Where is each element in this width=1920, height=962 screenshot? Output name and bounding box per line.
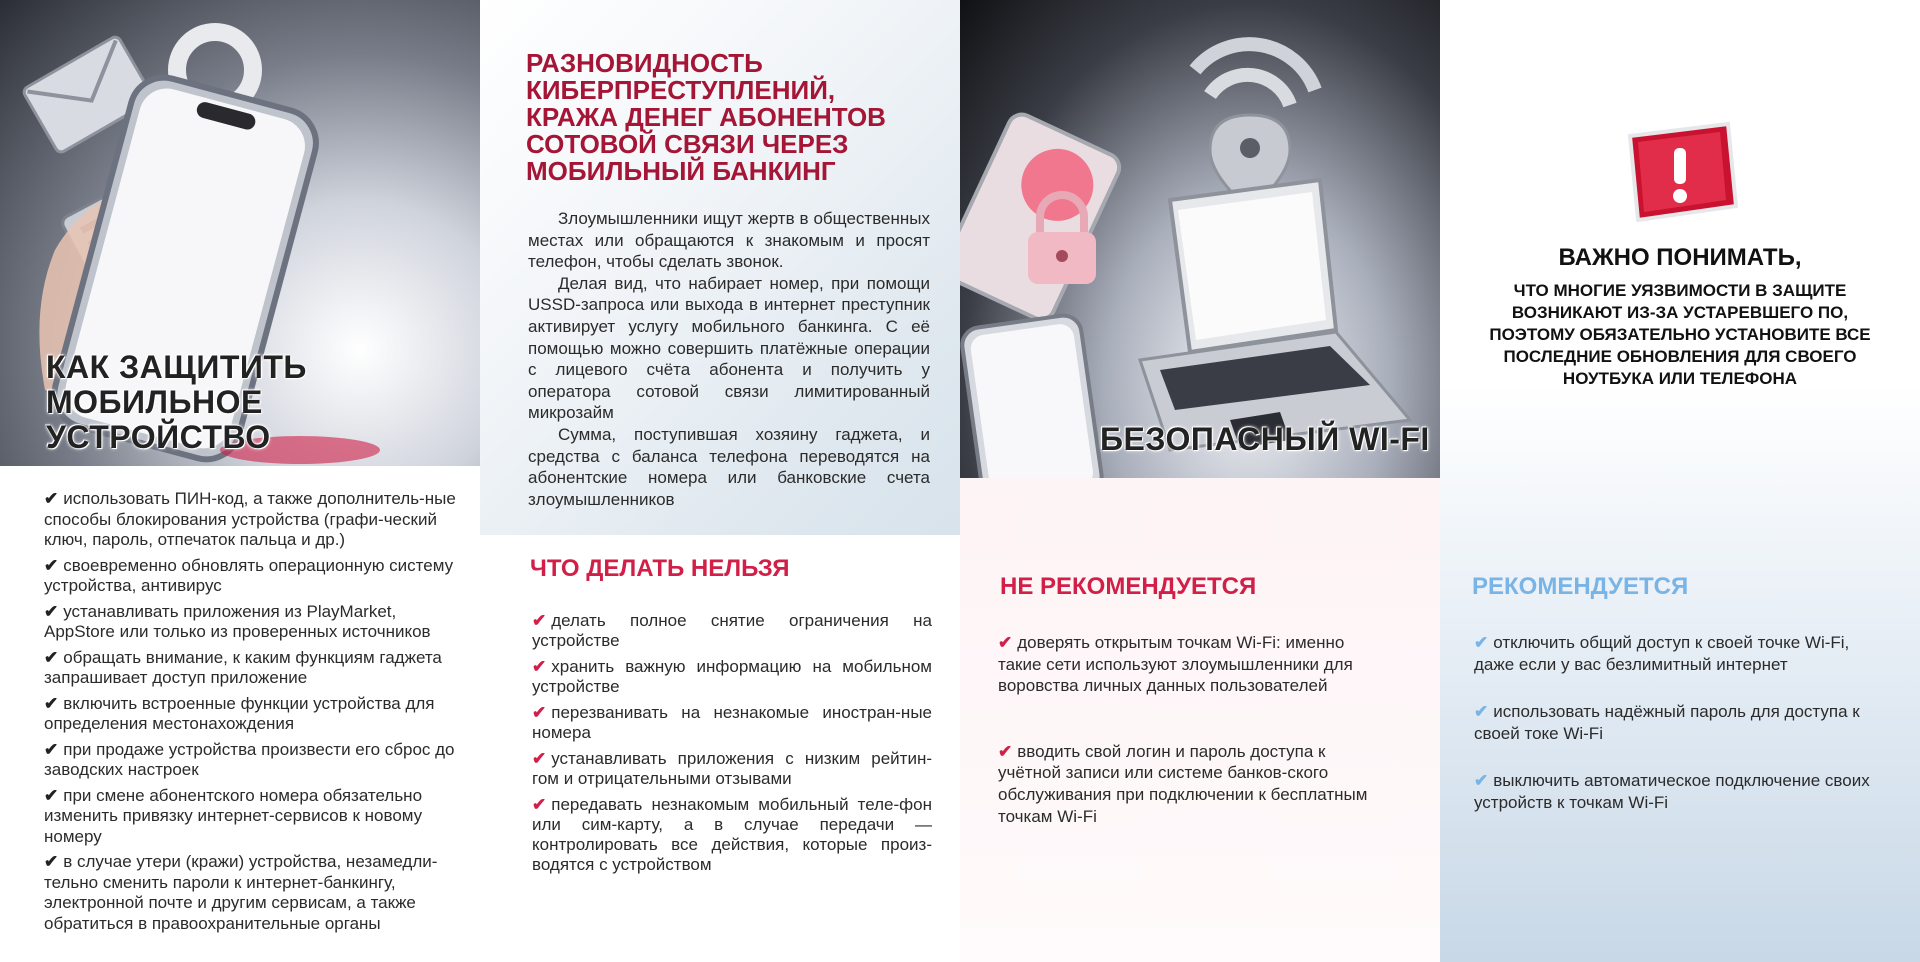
smartphone-photo [0, 0, 480, 466]
check-icon: ✔ [532, 749, 547, 768]
list-item: ✔ обращать внимание, к каким функциям гаджета запрашивает доступ приложение [44, 647, 442, 687]
check-icon: ✔ [1474, 633, 1489, 652]
list-item: ✔ включить встроенные функции устройства для определения местонахождения [44, 693, 435, 733]
paragraph: Делая вид, что набирает номер, при помощи USSD-запроса или выхода в интернет преступник активирует услугу мобильного банкинга. С её помощью можно совершить платёжные операции с лицевого счёта абонента и получить у оператора сотовой связи лимитированный микрозайм [528, 273, 930, 423]
panel-protect-device [0, 0, 480, 962]
check-icon: ✔ [44, 785, 59, 805]
important-text: ЧТО МНОГИЕ УЯЗВИМОСТИ В ЗАЩИТЕ ВОЗНИКАЮТ ИЗ-ЗА УСТАРЕВШЕГО ПО, ПОЭТОМУ ОБЯЗАТЕЛЬНО УСТАНОВИТЕ ВСЕ ПОСЛЕДНИЕ ОБНОВЛЕНИЯ ДЛЯ СВОЕГО НОУТБУКА ИЛИ ТЕЛЕФОНА [1489, 281, 1871, 388]
check-icon: ✔ [44, 693, 59, 713]
panel-recommendations [1440, 0, 1920, 962]
list-item: ✔ использовать надёжный пароль для доступа к своей токе Wi-Fi [1474, 702, 1860, 743]
wifi-photo [960, 0, 1440, 478]
check-icon: ✔ [1474, 771, 1489, 791]
dont-list [532, 611, 932, 881]
list-item: ✔ хранить важную информацию на мобильном устройстве [532, 657, 932, 696]
dont-title: ЧТО ДЕЛАТЬ НЕЛЬЗЯ [530, 555, 790, 582]
warning-icon [1620, 116, 1738, 228]
paragraph: Сумма, поступившая хозяину гаджета, и средства с баланса телефона переводятся на абонентские номера или банковские счета злоумышленников [528, 424, 930, 509]
list-item: ✔ устанавливать приложения с низким рейтин-гом и отрицательными отзывами [532, 749, 932, 788]
important-title: ВАЖНО ПОНИМАТЬ, [1558, 244, 1802, 271]
list-item: ✔ устанавливать приложения из PlayMarket, AppStore или только из проверенных источников [44, 601, 431, 641]
list-item: ✔ отключить общий доступ к своей точке Wi-Fi, даже если у вас безлимитный интернет [1474, 633, 1850, 674]
laptop-shape [1140, 180, 1410, 450]
recommended-title: РЕКОМЕНДУЕТСЯ [1472, 573, 1689, 600]
list-item: ✔ делать полное снятие ограничения на устройстве [532, 611, 932, 650]
list-item: ✔ при смене абонентского номера обязательно изменить привязку интернет-сервисов к новому номеру [44, 785, 423, 846]
list-item: ✔ своевременно обновлять операционную систему устройства, антивирус [44, 555, 454, 595]
list-item: ✔ перезванивать на незнакомые иностран-ные номера [532, 703, 932, 742]
not-recommended-title: НЕ РЕКОМЕНДУЕТСЯ [1000, 573, 1257, 600]
list-item: ✔ в случае утери (кражи) устройства, незамедли-тельно сменить пароли к интернет-банкингу, электронной почте и другим сервисам, а также обратиться в правоохранительные органы [44, 852, 438, 933]
panel-safe-wifi [960, 0, 1440, 962]
cybercrime-heading: РАЗНОВИДНОСТЬ КИБЕРПРЕСТУПЛЕНИЙ, КРАЖА ДЕНЕГ АБОНЕНТОВ СОТОВОЙ СВЯЗИ ЧЕРЕЗ МОБИЛЬНЫЙ БАНКИНГ [526, 48, 886, 186]
list-item: ✔ при продаже устройства произвести его сброс до заводских настроек [44, 739, 455, 779]
title-line-1: КАК ЗАЩИТИТЬ [46, 349, 307, 385]
list-item: ✔ доверять открытым точкам Wi-Fi: именно такие сети используют злоумышленники для воровства личных данных пользователей [998, 633, 1353, 696]
list-item: ✔ вводить свой логин и пароль доступа к учётной записи или системе банков-ского обслуживания при подключении к бесплатным точкам Wi-Fi [998, 741, 1368, 826]
protect-device-title [46, 350, 480, 456]
check-icon: ✔ [998, 633, 1013, 652]
check-icon: ✔ [532, 611, 547, 630]
check-icon: ✔ [44, 739, 59, 759]
title-line-2: МОБИЛЬНОЕ УСТРОЙСТВО [46, 384, 271, 456]
check-icon: ✔ [532, 703, 547, 722]
check-icon: ✔ [44, 647, 59, 667]
check-icon: ✔ [44, 489, 59, 508]
check-icon: ✔ [1474, 702, 1489, 722]
check-icon: ✔ [44, 601, 59, 621]
wifi-illustration [960, 0, 1440, 478]
check-icon: ✔ [44, 852, 59, 871]
list-item: ✔ использовать ПИН-код, а также дополнитель-ные способы блокирования устройства (графи-ческий ключ, пароль, отпечаток пальца и др.) [44, 489, 456, 549]
recommended-list [1474, 632, 1874, 819]
check-icon: ✔ [44, 555, 59, 575]
safe-wifi-title: БЕЗОПАСНЫЙ WI-FI [1100, 421, 1430, 457]
check-icon: ✔ [998, 741, 1013, 761]
check-icon: ✔ [532, 795, 547, 814]
not-recommended-list [998, 632, 1368, 832]
list-item: ✔ передавать незнакомым мобильный теле-фон или сим-карту, а в случае передачи — контролировать все действия, которые произ-водятся с устройством [532, 795, 932, 874]
check-icon: ✔ [532, 657, 547, 676]
phone-shape [960, 313, 1104, 478]
cybercrime-text [528, 208, 930, 510]
list-item: ✔ выключить автоматическое подключение своих устройств к точкам Wi-Fi [1474, 771, 1870, 812]
paragraph: Злоумышленники ищут жертв в общественных местах или обращаются к знакомым и просят телефон, чтобы сделать звонок. [528, 209, 930, 272]
protect-device-list [44, 489, 468, 939]
panel-cybercrime [480, 0, 960, 962]
